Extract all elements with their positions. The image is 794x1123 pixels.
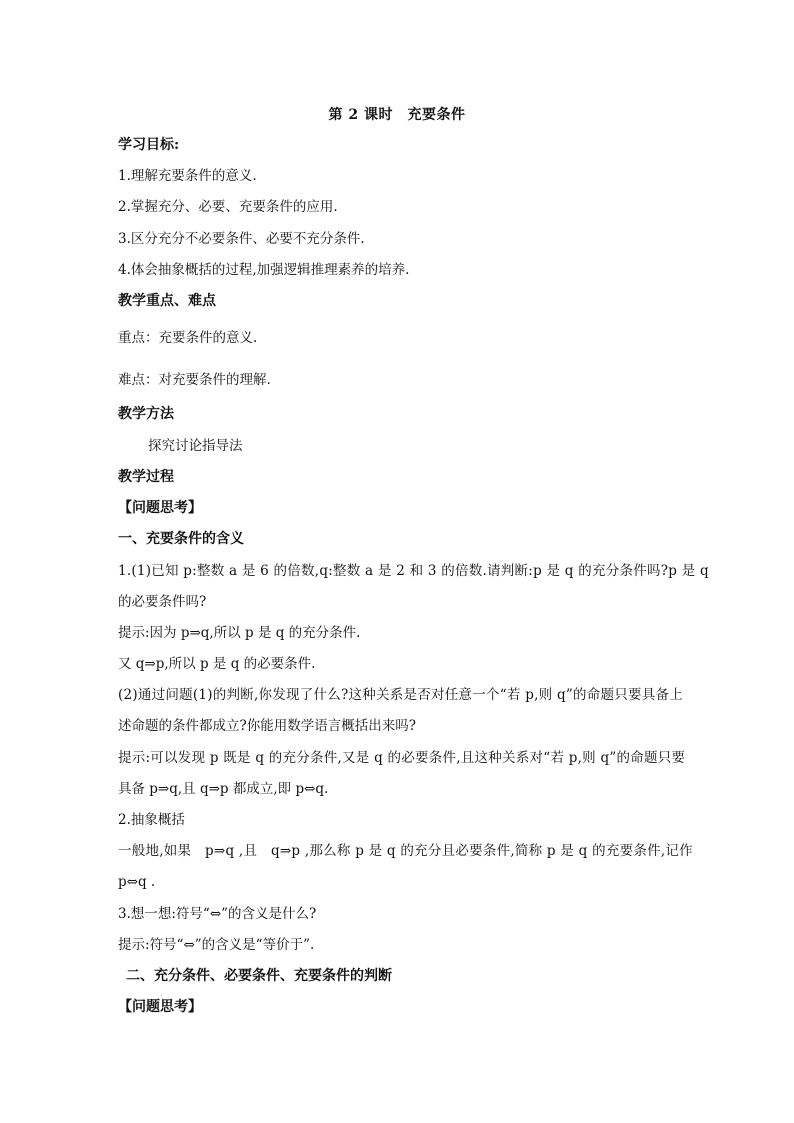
body-line: p⇔q .: [118, 874, 156, 890]
question-tag: 【问题思考】: [118, 500, 202, 516]
body-line: 的必要条件吗?: [118, 594, 207, 610]
method-heading: 教学方法: [118, 406, 174, 422]
section1-heading: 一、充要条件的含义: [118, 531, 244, 547]
difficulty-text: 难点：对充要条件的理解.: [118, 372, 271, 388]
method-text: 探究讨论指导法: [148, 438, 243, 454]
process-heading: 教学过程: [118, 469, 174, 485]
objective-item: 3.区分充分不必要条件、必要不充分条件.: [118, 231, 365, 247]
objective-item: 4.体会抽象概括的过程,加强逻辑推理素养的培养.: [118, 262, 410, 278]
objective-item: 1.理解充要条件的意义.: [118, 168, 257, 184]
body-line: 提示:符号“⇔”的含义是“等价于”.: [118, 937, 315, 953]
key-points-heading: 教学重点、难点: [118, 293, 216, 309]
objective-item: 2.掌握充分、必要、充要条件的应用.: [118, 199, 338, 215]
body-line: (2)通过问题(1)的判断,你发现了什么?这种关系是否对任意一个“若 p,则 q”的命题只要具备上: [118, 687, 683, 703]
body-line: 3.想一想:符号“⇔”的含义是什么?: [118, 906, 317, 922]
body-line: 又 q⇒p,所以 p 是 q 的必要条件.: [118, 656, 316, 672]
body-line: 具备 p⇒q,且 q⇒p 都成立,即 p⇔q.: [118, 781, 329, 797]
focus-text: 重点：充要条件的意义.: [118, 330, 258, 346]
page-title: 第 2 课时 充要条件: [328, 107, 466, 123]
body-line: 提示:因为 p⇒q,所以 p 是 q 的充分条件.: [118, 625, 361, 641]
section2-heading: 二、充分条件、必要条件、充要条件的判断: [126, 968, 392, 984]
body-line: 提示:可以发现 p 既是 q 的充分条件,又是 q 的必要条件,且这种关系对“若 p,则 q”的命题只要: [118, 750, 686, 766]
body-line: 1.(1)已知 p:整数 a 是 6 的倍数,q:整数 a 是 2 和 3 的倍数.请判断:p 是 q 的充分条件吗?p 是 q: [118, 563, 709, 579]
body-line: 2.抽象概括: [118, 812, 185, 828]
body-line: 述命题的条件都成立?你能用数学语言概括出来吗?: [118, 718, 416, 734]
question-tag: 【问题思考】: [118, 999, 202, 1015]
objectives-heading: 学习目标:: [118, 137, 180, 153]
body-line: 一般地,如果 p⇒q ,且 q⇒p ,那么称 p 是 q 的充分且必要条件,简称 p 是 q 的充要条件,记作: [118, 843, 693, 859]
